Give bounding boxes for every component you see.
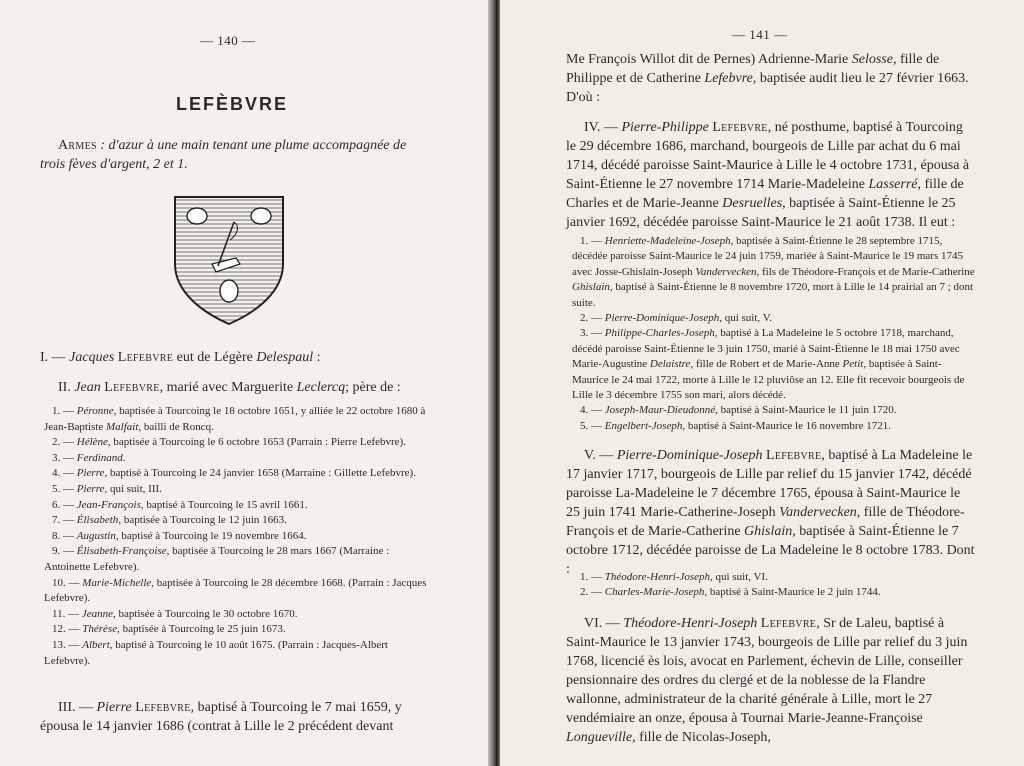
list-item: 1. — Henriette-Madeleine-Joseph, baptisée à Saint-Étienne le 28 septembre 1715, décédée paroisse Saint-Maurice le 24 juin 1759, mariée à Saint-Maurice le 19 mars 1745 avec Josse-Ghislain-Joseph Vandervecken, fils de Théodore-François et de Marie-Catherine Ghislain, baptisé à Saint-Étienne le 8 novembre 1720, mort à Lille le 14 prairial an 7 ; dont suite. [572, 235, 975, 309]
generation-5: V. — Pierre-Dominique-Joseph Lefebvre, baptisé à La Madeleine le 17 janvier 1717, bourgeois de Lille par relief du 15 janvier 1742, décédé paroisse La-Madeleine le 7 décembre 1765, épousa à Saint-Maurice le 25 juin 1741 Marie-Catherine-Joseph Vandervecken, fille de Théodore-François et de Marie-Catherine Ghislain, baptisée à Saint-Étienne le 7 octobre 1712, décédée paroisse de La Madeleine le 8 octobre 1783. Dont : [566, 448, 975, 577]
gen2-number: II. [58, 380, 75, 395]
gen1-end: : [313, 350, 321, 365]
children-list-gen4 [572, 234, 976, 434]
gen3-surname: Lefebvre [135, 700, 191, 715]
list-item: 5. — Engelbert-Joseph, baptisé à Saint-Maurice le 16 novembre 1721. [580, 419, 891, 432]
list-item: 1. — Péronne, baptisée à Tourcoing le 18 octobre 1651, y alliée le 22 octobre 1680 à Jean-Baptiste Malfait, bailli de Roncq. [44, 405, 426, 433]
arms-text: : d'azur à une main tenant une plume accompagnée de trois fèves d'argent, 2 et 1. [40, 138, 407, 172]
gen1-name: Jacques [69, 350, 115, 365]
list-item: 7. — Élisabeth, baptisée à Tourcoing le 12 juin 1663. [52, 514, 287, 527]
page-number-140: — 140 — [200, 33, 256, 48]
list-item: 10. — Marie-Michelle, baptisée à Tourcoing le 28 décembre 1668. (Parrain : Jacques Lefebvre). [44, 576, 427, 605]
generation-6: VI. — Théodore-Henri-Joseph Lefebvre, Sr de Laleu, baptisé à Saint-Maurice le 13 janvier 1743, bourgeois de Lille par relief du 3 juin 1768, licencié ès lois, avocat en Parlement, échevin de Lille, conseiller pensionnaire des ordres du clergé et de la noblesse de la Flandre wallonne, administrateur de la charité générale à Lille, mort le 27 vendémiaire an onze, épousa à Tournai Marie-Jeanne-Françoise Longueville, fille de Nicolas-Joseph, [566, 616, 968, 745]
list-item: 5. — Pierre, qui suit, III. [52, 482, 162, 495]
page-number-141: — 141 — [732, 27, 788, 42]
gen1-spouse: Delespaul [256, 350, 314, 365]
children-list-gen5 [572, 570, 976, 601]
gen3-number: III. — [58, 700, 97, 715]
generation-4: IV. — Pierre-Philippe Lefebvre, né posthume, baptisé à Tourcoing le 29 décembre 1686, marchand, bourgeois de Lille par achat du 6 mai 1714, décédé paroisse Saint-Maurice à Lille le 4 octobre 1731, épousa à Saint-Étienne le 27 novembre 1714 Marie-Madeleine Lasserré, fille de Charles et de Marie-Jeanne Desruelles, baptisée à Saint-Étienne le 25 janvier 1692, décédée paroisse Saint-Maurice le 21 août 1738. Il eut : [566, 120, 970, 230]
generation-3 [40, 698, 430, 736]
list-item: 1. — Théodore-Henri-Joseph, qui suit, VI. [580, 571, 768, 583]
list-item: 3. — Philippe-Charles-Joseph, baptisé à La Madeleine le 5 octobre 1718, marchand, décédé paroisse Saint-Étienne le 3 juin 1750, marié à Saint-Étienne le 18 mai 1750 avec Marie-Augustine Delaistre, fille de Robert et de Marie-Anne Petit, baptisée à Saint-Maurice le 24 mai 1722, morte à Lille le 12 pluviôse an 12. Elle fit recevoir bourgeois de Lille le 3 décembre 1755 son mari, alors décédé. [572, 327, 965, 402]
gen2-text: , marié avec Marguerite [159, 380, 297, 395]
gen2-end: ; père de : [345, 380, 401, 395]
left-page [0, 0, 492, 766]
list-item: 6. — Jean-François, baptisé à Tourcoing le 15 avril 1661. [52, 498, 308, 511]
list-item: 4. — Joseph-Maur-Dieudonné, baptisé à Saint-Maurice le 11 juin 1720. [580, 404, 897, 417]
gen3-name: Pierre [96, 700, 132, 715]
right-page [500, 0, 1024, 766]
generation-2 [40, 378, 430, 397]
gen1-number: I. — [40, 350, 70, 365]
gen2-name: Jean [74, 380, 101, 395]
generation-1 [40, 348, 430, 367]
list-item: 3. — Ferdinand. [52, 451, 126, 464]
family-title: LEFÈBVRE [176, 94, 289, 114]
gen2-spouse: Leclercq [296, 380, 346, 395]
list-item: 9. — Élisabeth-Françoise, baptisée à Tourcoing le 28 mars 1667 (Marraine : Antoinette Lefebvre). [44, 545, 390, 573]
gen3-text: , baptisé à Tourcoing le 7 mai 1659, y épousa le 14 janvier 1686 (contrat à Lille le 2 précédent devant [40, 700, 402, 734]
gen2-surname: Lefebvre [104, 380, 160, 395]
list-item: 11. — Jeanne, baptisée à Tourcoing le 30 octobre 1670. [52, 607, 298, 620]
gen1-surname: Lefebvre [117, 350, 174, 365]
list-item: 2. — Hélène, baptisée à Tourcoing le 6 octobre 1653 (Parrain : Pierre Lefebvre). [52, 436, 406, 449]
list-item: 2. — Pierre-Dominique-Joseph, qui suit, V. [580, 312, 772, 325]
arms-description [40, 136, 430, 174]
list-item: 12. — Thérèse, baptisée à Tourcoing le 25 juin 1673. [52, 623, 286, 636]
gen1-text: eut de Légère [173, 350, 257, 365]
list-item: 8. — Augustin, baptisé à Tourcoing le 19 novembre 1664. [52, 529, 307, 542]
coat-of-arms-image [172, 194, 286, 326]
continuation-paragraph: Me François Willot dit de Pernes) Adrienne-Marie Selosse, fille de Philippe et de Catherine Lefebvre, baptisée audit lieu le 27 février 1663. D'où : [566, 52, 969, 105]
list-item: 2. — Charles-Marie-Joseph, baptisé à Saint-Maurice le 2 juin 1744. [580, 586, 881, 599]
children-list-gen2 [44, 404, 428, 669]
list-item: 13. — Albert, baptisé à Tourcoing le 10 août 1675. (Parrain : Jacques-Albert Lefebvre). [44, 638, 388, 667]
list-item: 4. — Pierre, baptisé à Tourcoing le 24 janvier 1658 (Marraine : Gillette Lefebvre). [52, 467, 416, 480]
arms-label: Armes [58, 138, 97, 153]
